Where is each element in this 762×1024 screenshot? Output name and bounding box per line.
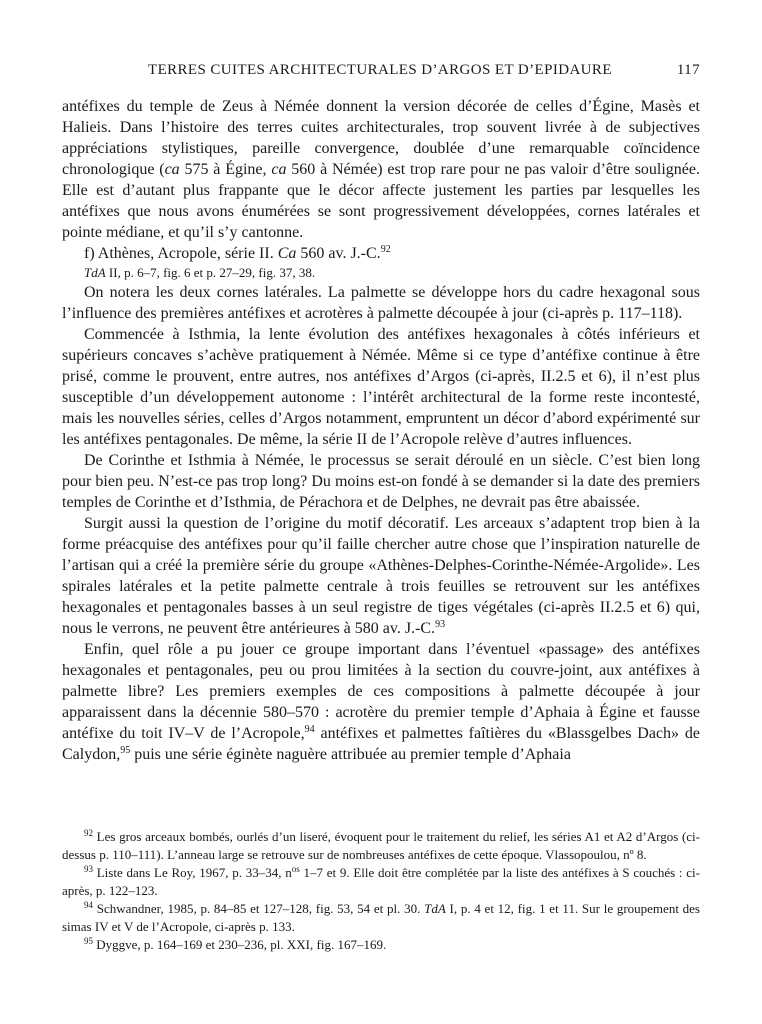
- text-run: 560 à Némée) est trop rare pour ne pas valoir d’être soulignée. Elle est d’autant plus frappante que le décor affecte justement les parties par lesquelles les antéfixes que nous avons énumérées se sont progressivement développées, cornes latérales et pointe médiane, et qu’il s’y cantonne.: [62, 161, 701, 241]
- footnote-ref-94[interactable]: 94: [304, 724, 315, 735]
- superscript-os: os: [291, 864, 300, 874]
- footnote-ref-92[interactable]: 92: [380, 244, 391, 255]
- text-run: antéfixes du temple de Zeus à Némée donnent la version décorée de celles d’Égine, Masès et Halieis. Dans l’histoire des terres cuites architecturales, trop souvent livrée à de subjectives appréciations stylistiques, pareille convergence, doublée d’une remarquable coïncidence chronologique (: [62, 98, 700, 178]
- reference-line: [62, 264, 700, 282]
- running-header: [62, 62, 700, 84]
- footnote-number: 93: [84, 864, 93, 874]
- footnote-ref-93[interactable]: 93: [435, 619, 446, 630]
- footnote-text: I, p. 4 et 12, fig. 1 et 11. Sur le groupement des simas IV et V de l’Acropole, ci-après p. 133.: [62, 901, 700, 934]
- italic-tda: TdA: [84, 265, 106, 280]
- text-run: 575 à Égine,: [179, 161, 272, 178]
- main-text: [62, 96, 700, 765]
- paragraph-7: [62, 639, 700, 765]
- page-number: 117: [676, 62, 700, 78]
- footnote-number: 95: [84, 936, 93, 946]
- text-run: puis une série éginète naguère attribuée au premier temple d’Aphaia: [130, 746, 571, 763]
- footnote-text: Les gros arceaux bombés, ourlés d’un liseré, évoquent pour le traitement du relief, les séries A1 et A2 d’Argos (ci-dessus p. 110–111). L’anneau large se retrouve sur de nombreuses antéfixes de cette époque. Vlassopoulou, nº 8.: [62, 829, 700, 862]
- footnote-94: [62, 900, 700, 936]
- footnote-95: [62, 936, 700, 954]
- italic-ca: ca: [271, 161, 287, 178]
- text-run: Surgit aussi la question de l’origine du motif décoratif. Les arceaux s’adaptent trop bien à la forme préacquise des antéfixes pour qu’il faille chercher autre chose que l’inspiration naturelle de l’artisan qui a créé la première série du groupe «Athènes-Delphes-Corinthe-Némée-Argolide». Les spirales latérales et la petite palmette centrale à trois feuilles se retrouvent sur les antéfixes hexagonales et pentagonales basses à un seul registre de tiges végétales (ci-après II.2.5 et 6) qui, nous le verrons, ne peuvent être antérieures à 580 av. J.-C.: [62, 515, 700, 637]
- text-run: antéfixes et palmettes faîtières du «Blassgelbes Dach» de Calydon,: [62, 725, 700, 763]
- text-run: f) Athènes, Acropole, série II.: [84, 245, 278, 262]
- running-title: TERRES CUITES ARCHITECTURALES D’ARGOS ET D’EPIDAURE: [148, 62, 612, 78]
- text-run: 560 av. J.-C.: [296, 245, 381, 262]
- footnote-number: 94: [84, 900, 93, 910]
- footnote-number: 92: [84, 828, 93, 838]
- footnote-text: Dyggve, p. 164–169 et 230–236, pl. XXI, fig. 167–169.: [93, 937, 387, 952]
- footnote-ref-95[interactable]: 95: [120, 745, 131, 756]
- paragraph-6: [62, 513, 700, 639]
- footnote-text: Liste dans Le Roy, 1967, p. 33–34, n: [93, 865, 292, 880]
- footnote-92: [62, 828, 700, 864]
- text-run: Enfin, quel rôle a pu jouer ce groupe important dans l’éventuel «passage» des antéfixes hexagonales et pentagonales, peu ou prou limitées à la section du couvre-joint, aux antéfixes à palmette libre? Les premiers exemples de ces compositions à palmette découpée à jour apparaissent dans la décennie 580–570 : acrotère du premier temple d’Aphaia à Égine et fausse antéfixe du toit IV–V de l’Acropole,: [62, 641, 700, 742]
- italic-ca: Ca: [277, 245, 297, 262]
- paragraph-3: On notera les deux cornes latérales. La palmette se développe hors du cadre hexagonal sous l’influence des premières antéfixes et acrotères à palmette découpée à jour (ci-après p. 117–118).: [62, 284, 700, 322]
- footnote-93: [62, 864, 700, 900]
- paragraph-5: De Corinthe et Isthmia à Némée, le processus se serait déroulé en un siècle. C’est bien long pour bien peu. N’est-ce pas trop long? Du moins est-on fondé à se demander si la date des premiers temples de Corinthe et d’Isthmia, de Pérachora et de Delphes, ne devrait pas être abaissée.: [62, 452, 700, 511]
- text-run: II, p. 6–7, fig. 6 et p. 27–29, fig. 37, 38.: [105, 265, 316, 280]
- footnote-text: Schwandner, 1985, p. 84–85 et 127–128, fig. 53, 54 et pl. 30.: [93, 901, 425, 916]
- footnotes: [62, 828, 700, 954]
- footnote-text: 1–7 et 9. Elle doit être complétée par la liste des antéfixes à S couchés : ci-après, p. 122–123.: [62, 865, 700, 898]
- italic-tda: TdA: [424, 901, 446, 916]
- italic-ca: ca: [164, 161, 180, 178]
- paragraph-2: [62, 243, 700, 264]
- paragraph-4: Commencée à Isthmia, la lente évolution des antéfixes hexagonales à côtés inférieurs et supérieurs concaves s’achève pratiquement à Némée. Même si ce type d’antéfixe continue à être prisé, comme le prouvent, entre autres, nos antéfixes d’Argos (ci-après, II.2.5 et 6), il n’est plus susceptible d’un développement autonome : l’intérêt architectural de la forme reste incontesté, mais les nouvelles séries, celles d’Argos notamment, empruntent un décor d’abord expérimenté sur les antéfixes pentagonales. De même, la série II de l’Acropole relève d’autres influences.: [62, 326, 700, 448]
- paragraph-1: [62, 96, 700, 243]
